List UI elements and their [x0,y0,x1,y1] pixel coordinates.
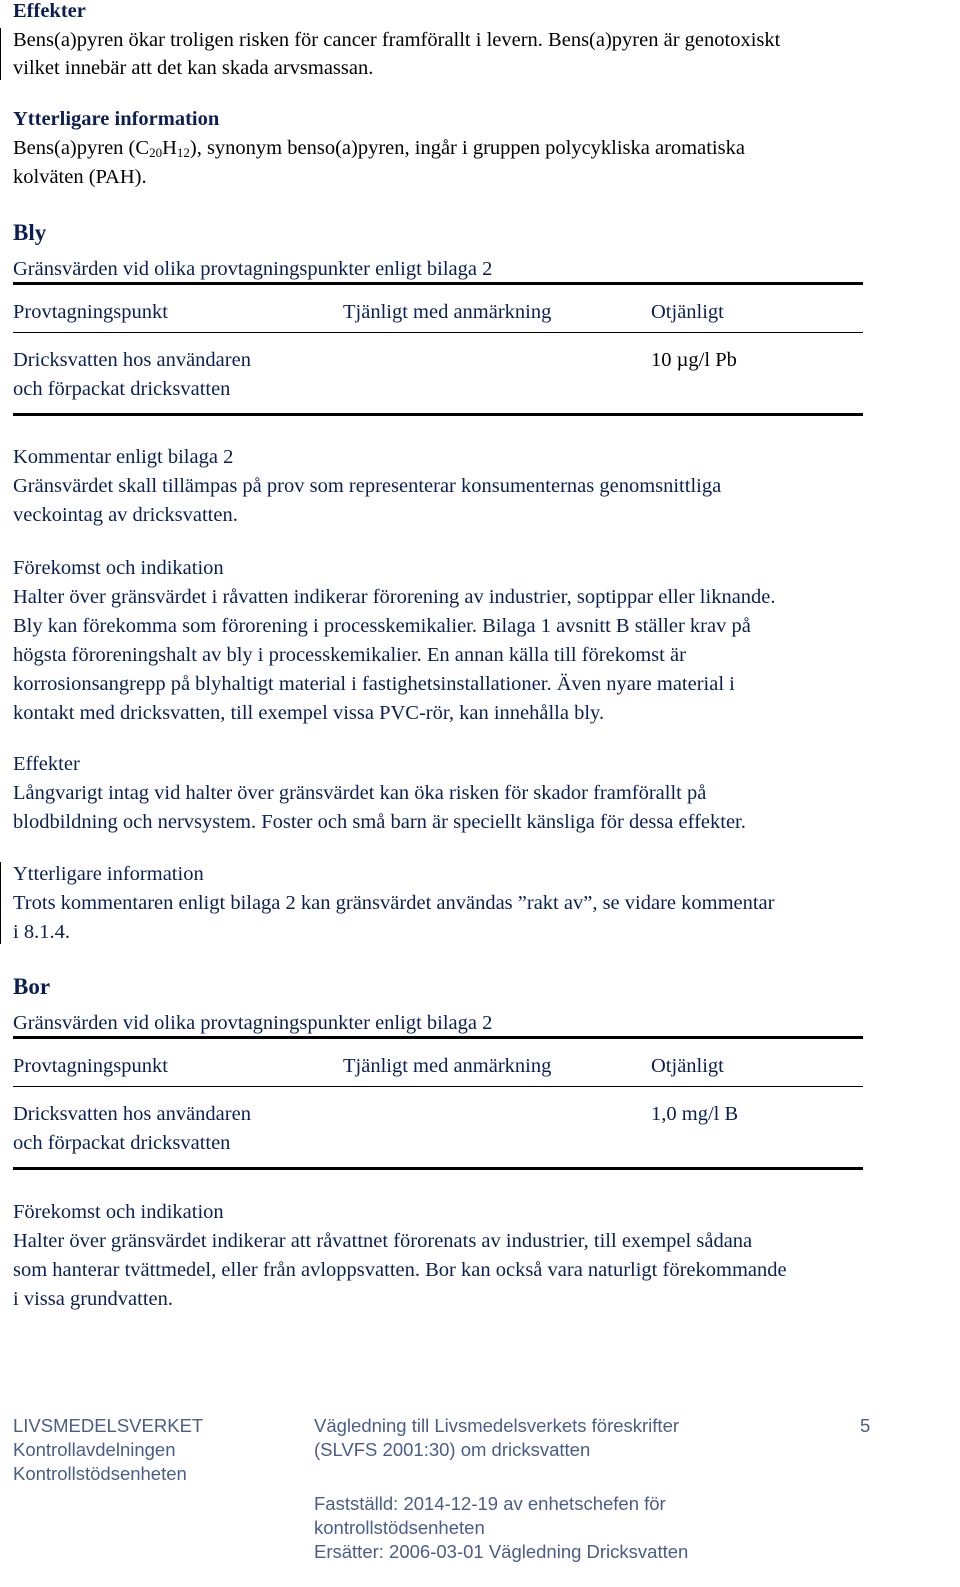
table-cell-otjanligt: 1,0 mg/l B [651,1103,739,1125]
forekomst-heading: Förekomst och indikation [13,1201,224,1223]
paragraph-line: som hanterar tvättmedel, eller från avloppsvatten. Bor kan också vara naturligt förekommande [13,1259,787,1281]
paragraph-line: i 8.1.4. [13,921,70,943]
paragraph-line: Halter över gränsvärdet indikerar att råvattnet förorenats av industrier, till exempel sådana [13,1230,753,1252]
info-heading: Ytterligare information [13,108,220,130]
paragraph-line: i vissa grundvatten. [13,1288,173,1310]
paragraph-line: korrosionsangrepp på blyhaltigt material i fastighetsinstallationer. Även nyare material i [13,673,735,695]
kommentar-heading: Kommentar enligt bilaga 2 [13,446,234,468]
effekter-heading: Effekter [13,753,80,775]
table-rule [13,1086,863,1087]
paragraph-line: Bens(a)pyren ökar troligen risken för cancer framförallt i levern. Bens(a)pyren är genotoxiskt [13,29,781,51]
table-header-point: Provtagningspunkt [13,1055,168,1077]
table-rule [13,332,863,333]
info-heading: Ytterligare information [13,863,204,885]
section-title-bor: Bor [13,974,51,999]
table-header-tjanligt: Tjänligt med anmärkning [343,1055,552,1077]
table-header-otjanligt: Otjänligt [651,301,724,323]
table-rule [13,282,863,285]
paragraph-line: högsta föroreningshalt av bly i processkemikalier. En annan källa till förekomst är [13,644,686,666]
table-cell-point: och förpackat dricksvatten [13,1132,231,1154]
paragraph-line: Trots kommentaren enligt bilaga 2 kan gränsvärdet användas ”rakt av”, se vidare kommentar [13,892,775,914]
paragraph-line: Halter över gränsvärdet i råvatten indikerar förorening av industrier, soptippar eller liknande. [13,586,776,608]
table-rule [13,413,863,416]
paragraph-line: kolväten (PAH). [13,166,147,188]
table-rule [13,1167,863,1170]
table-cell-point: Dricksvatten hos användaren [13,349,251,371]
table-header-point: Provtagningspunkt [13,301,168,323]
section-title-bly: Bly [13,220,47,245]
forekomst-heading: Förekomst och indikation [13,557,224,579]
footer-status: Fastställd: 2014-12-19 av enhetschefen för kontrollstödsenheten Ersätter: 2006-03-01 Vägledning Dricksvatten [314,1493,689,1562]
limits-heading: Gränsvärden vid olika provtagningspunkter enligt bilaga 2 [13,1012,493,1034]
page-number: 5 [860,1415,871,1436]
change-bar [0,862,1,944]
limits-heading: Gränsvärden vid olika provtagningspunkter enligt bilaga 2 [13,258,493,280]
paragraph-line: Bens(a)pyren $(C_{20}H_{12})$, synonym benso(a)pyren, ingår i gruppen polycykliska aromatiska [13,137,745,160]
footer-org: LIVSMEDELSVERKET Kontrollavdelningen Kontrollstödsenheten [13,1415,204,1484]
table-header-otjanligt: Otjänligt [651,1055,724,1077]
table-rule [13,1036,863,1039]
paragraph-line: Långvarigt intag vid halter över gränsvärdet kan öka risken för skador framförallt på [13,782,707,804]
effekter-heading: Effekter [13,0,86,22]
paragraph-line: Gränsvärdet skall tillämpas på prov som representerar konsumenternas genomsnittliga [13,475,722,497]
paragraph-line: veckointag av dricksvatten. [13,504,238,526]
table-cell-point: Dricksvatten hos användaren [13,1103,251,1125]
paragraph-line: kontakt med dricksvatten, till exempel vissa PVC-rör, kan innehålla bly. [13,702,605,724]
table-cell-otjanligt: 10 µg/l Pb [651,349,737,371]
paragraph-line: Bly kan förekomma som förorening i processkemikalier. Bilaga 1 avsnitt B ställer krav på [13,615,751,637]
paragraph-line: vilket innebär att det kan skada arvsmassan. [13,57,374,79]
footer-doc-title: Vägledning till Livsmedelsverkets föreskrifter (SLVFS 2001:30) om dricksvatten [314,1415,680,1460]
table-cell-point: och förpackat dricksvatten [13,378,231,400]
table-header-tjanligt: Tjänligt med anmärkning [343,301,552,323]
paragraph-line: blodbildning och nervsystem. Foster och små barn är speciellt känsliga för dessa effekter. [13,811,746,833]
change-bar [0,28,1,80]
